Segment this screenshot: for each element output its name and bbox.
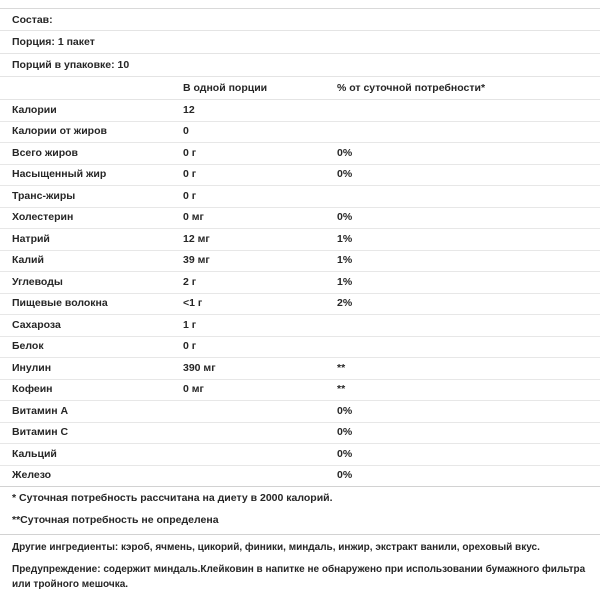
nutrient-amount: 0 г [183, 189, 197, 202]
table-row-vitamin-a [0, 401, 600, 423]
serving-size-label: Порция: 1 пакет [12, 36, 95, 48]
nutrient-name: Витамин А [12, 404, 69, 417]
nutrient-name: Калории от жиров [12, 125, 107, 137]
nutrient-dv: 0% [337, 469, 353, 481]
nutrient-dv: 1% [337, 232, 353, 245]
nutrient-amount: 12 [183, 103, 195, 116]
nutrient-amount: 0 г [183, 168, 197, 180]
nutrient-dv: 0% [337, 447, 353, 460]
nutrient-amount: 39 мг [183, 254, 210, 266]
servings-per-container-row [0, 54, 600, 77]
footnotes-block [0, 487, 600, 535]
nutrient-dv: 1% [337, 275, 353, 288]
nutrient-amount: 0 г [183, 146, 197, 159]
nutrient-dv: 0% [337, 168, 353, 180]
table-row-vitamin-c [0, 423, 600, 445]
nutrient-name: Кальций [12, 447, 57, 460]
table-row-caffeine [0, 380, 600, 402]
nutrient-amount: <1 г [183, 297, 203, 309]
table-row-saturated-fat [0, 165, 600, 187]
nutrient-name: Калий [12, 254, 44, 266]
nutrient-amount: 0 г [183, 340, 197, 352]
nutrient-amount: 0 мг [183, 211, 204, 223]
nutrient-name: Калории [12, 103, 57, 116]
table-row-sucrose [0, 315, 600, 337]
amount-column-header: В одной порции [183, 81, 268, 94]
nutrient-name: Кофеин [12, 383, 53, 395]
nutrient-dv: 2% [337, 297, 353, 309]
nutrient-dv: 1% [337, 254, 353, 266]
nutrient-name: Углеводы [12, 275, 63, 288]
nutrient-name: Транс-жиры [12, 189, 76, 202]
warning-text: Предупреждение: содержит миндаль.Клейковин в напитке не обнаружено при использовании бумажного фильтра или тройного мешочка. [12, 564, 586, 590]
nutrient-name: Насыщенный жир [12, 168, 107, 180]
table-row-calories [0, 100, 600, 122]
nutrient-amount: 1 г [183, 318, 197, 331]
nutrient-name: Сахароза [12, 318, 61, 331]
nutrient-dv: ** [337, 361, 346, 374]
nutrient-dv: ** [337, 383, 346, 395]
dv-column-header: % от суточной потребности* [337, 81, 486, 94]
nutrient-name: Натрий [12, 232, 50, 245]
table-row-carbohydrates [0, 272, 600, 294]
nutrient-amount: 390 мг [183, 361, 216, 374]
table-row-calcium [0, 444, 600, 466]
servings-per-container-label: Порций в упаковке: 10 [12, 59, 130, 71]
other-ingredients-text: Другие ингредиенты: кэроб, ячмень, цикорий, финики, миндаль, инжир, экстракт ванили, ореховый вкус. [12, 542, 540, 553]
table-row-total-fat [0, 143, 600, 165]
nutrient-name: Пищевые волокна [12, 297, 108, 309]
nutrient-dv: 0% [337, 426, 353, 438]
table-row-trans-fat [0, 186, 600, 208]
table-header-row [0, 77, 600, 100]
table-row-inulin [0, 358, 600, 380]
nutrient-dv: 0% [337, 211, 353, 223]
nutrient-name: Железо [12, 469, 52, 481]
table-row-dietary-fiber [0, 294, 600, 316]
nutrient-name: Витамин С [12, 426, 69, 438]
dv-not-established-footnote: **Суточная потребность не определена [12, 514, 219, 526]
daily-value-footnote: * Суточная потребность рассчитана на диету в 2000 калорий. [12, 492, 333, 504]
serving-size-row [0, 31, 600, 54]
nutrient-amount: 0 [183, 125, 189, 137]
nutrient-name: Холестерин [12, 211, 74, 223]
nutrient-name: Белок [12, 340, 44, 352]
nutrient-amount: 12 мг [183, 232, 210, 245]
table-row-cholesterol [0, 208, 600, 230]
nutrient-name: Инулин [12, 361, 52, 374]
nutrient-dv: 0% [337, 146, 353, 159]
composition-label: Состав: [12, 14, 53, 26]
table-row-potassium [0, 251, 600, 273]
nutrient-amount: 0 мг [183, 383, 204, 395]
table-row-sodium [0, 229, 600, 251]
nutrient-name: Всего жиров [12, 146, 79, 159]
table-row-protein [0, 337, 600, 359]
table-row-iron [0, 466, 600, 488]
composition-row [0, 8, 600, 31]
nutrient-dv: 0% [337, 404, 353, 417]
table-row-calories-from-fat [0, 122, 600, 144]
nutrient-amount: 2 г [183, 275, 197, 288]
